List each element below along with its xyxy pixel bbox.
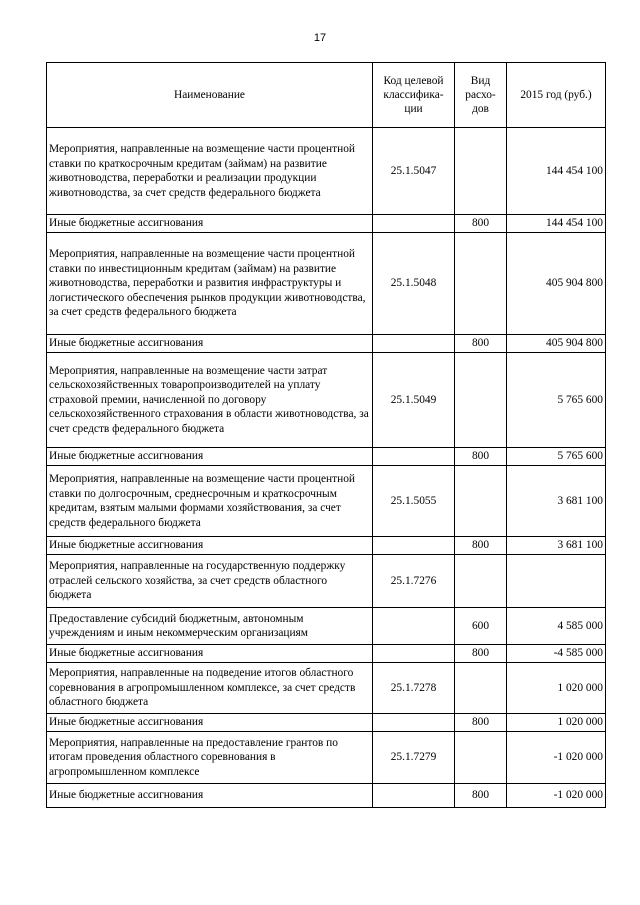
table-header-row [47, 63, 606, 128]
row-amount: -4 585 000 [507, 645, 606, 663]
budget-table [46, 62, 606, 808]
row-kind: 800 [455, 714, 507, 732]
table-row [47, 353, 606, 448]
table-row [47, 128, 606, 215]
row-code: 25.1.5049 [373, 353, 455, 448]
row-name: Мероприятия, направленные на возмещение части затрат сельскохозяйственных товаропроизводителей на уплату страховой премии, начисленной по договору сельскохозяйственного страхования в области животноводства, за счет средств федерального бюджета [47, 353, 373, 448]
row-name: Иные бюджетные ассигнования [47, 537, 373, 555]
row-code: 25.1.7276 [373, 555, 455, 608]
table-row [47, 335, 606, 353]
row-kind: 600 [455, 608, 507, 645]
row-name: Иные бюджетные ассигнования [47, 714, 373, 732]
row-kind: 800 [455, 537, 507, 555]
table-row [47, 663, 606, 714]
row-kind: 800 [455, 215, 507, 233]
table-row [47, 645, 606, 663]
row-kind [455, 128, 507, 215]
row-code [373, 645, 455, 663]
row-name: Мероприятия, направленные на государственную поддержку отраслей сельского хозяйства, за счет средств областного бюджета [47, 555, 373, 608]
row-code: 25.1.7278 [373, 663, 455, 714]
row-kind: 800 [455, 645, 507, 663]
row-amount: 3 681 100 [507, 537, 606, 555]
table-row [47, 608, 606, 645]
row-code [373, 448, 455, 466]
row-code [373, 714, 455, 732]
table-row [47, 466, 606, 537]
row-code [373, 784, 455, 808]
row-amount: 405 904 800 [507, 335, 606, 353]
row-code: 25.1.5048 [373, 233, 455, 335]
row-name: Иные бюджетные ассигнования [47, 784, 373, 808]
row-code [373, 537, 455, 555]
table-row [47, 537, 606, 555]
table-row [47, 555, 606, 608]
row-kind: 800 [455, 448, 507, 466]
table-row [47, 448, 606, 466]
header-kind: Вид расхо-дов [455, 63, 507, 128]
row-amount: 3 681 100 [507, 466, 606, 537]
row-amount: 5 765 600 [507, 353, 606, 448]
row-amount: 144 454 100 [507, 128, 606, 215]
row-name: Мероприятия, направленные на возмещение части процентной ставки по долгосрочным, среднесрочным и краткосрочным кредитам, взятым малыми формами хозяйствования, за счет средств федерального бюджета [47, 466, 373, 537]
row-name: Иные бюджетные ассигнования [47, 335, 373, 353]
row-amount: 144 454 100 [507, 215, 606, 233]
table-row [47, 714, 606, 732]
row-name: Предоставление субсидий бюджетным, автономным учреждениям и иным некоммерческим организациям [47, 608, 373, 645]
row-kind: 800 [455, 784, 507, 808]
row-code [373, 608, 455, 645]
row-amount: 405 904 800 [507, 233, 606, 335]
page-number: 17 [313, 32, 327, 44]
table-row [47, 215, 606, 233]
row-code: 25.1.7279 [373, 732, 455, 784]
row-amount: 4 585 000 [507, 608, 606, 645]
row-kind [455, 555, 507, 608]
row-code: 25.1.5055 [373, 466, 455, 537]
row-name: Иные бюджетные ассигнования [47, 448, 373, 466]
row-kind: 800 [455, 335, 507, 353]
row-name: Мероприятия, направленные на предоставление грантов по итогам проведения областного соревнования в агропромышленном комплексе [47, 732, 373, 784]
row-amount [507, 555, 606, 608]
row-name: Мероприятия, направленные на подведение итогов областного соревнования в агропромышленном комплексе, за счет средств областного бюджета [47, 663, 373, 714]
row-amount: 1 020 000 [507, 663, 606, 714]
row-name: Мероприятия, направленные на возмещение части процентной ставки по краткосрочным кредитам (займам) на развитие животноводства, переработки и реализации продукции животноводства, за счет средств федерального бюджета [47, 128, 373, 215]
row-code [373, 215, 455, 233]
row-name: Мероприятия, направленные на возмещение части процентной ставки по инвестиционным кредитам (займам) на развитие животноводства, переработки и развития инфраструктуры и логистического обеспечения рынков продукции животноводства, за счет средств федерального бюджета [47, 233, 373, 335]
table-row [47, 233, 606, 335]
header-amount: 2015 год (руб.) [507, 63, 606, 128]
row-amount: -1 020 000 [507, 732, 606, 784]
table-row [47, 732, 606, 784]
row-kind [455, 466, 507, 537]
row-amount: 1 020 000 [507, 714, 606, 732]
header-code: Код целевой классифика-ции [373, 63, 455, 128]
row-name: Иные бюджетные ассигнования [47, 215, 373, 233]
row-amount: 5 765 600 [507, 448, 606, 466]
row-kind [455, 663, 507, 714]
row-code: 25.1.5047 [373, 128, 455, 215]
row-kind [455, 732, 507, 784]
row-kind [455, 233, 507, 335]
table-row [47, 784, 606, 808]
row-kind [455, 353, 507, 448]
row-code [373, 335, 455, 353]
header-name: Наименование [47, 63, 373, 128]
row-amount: -1 020 000 [507, 784, 606, 808]
row-name: Иные бюджетные ассигнования [47, 645, 373, 663]
